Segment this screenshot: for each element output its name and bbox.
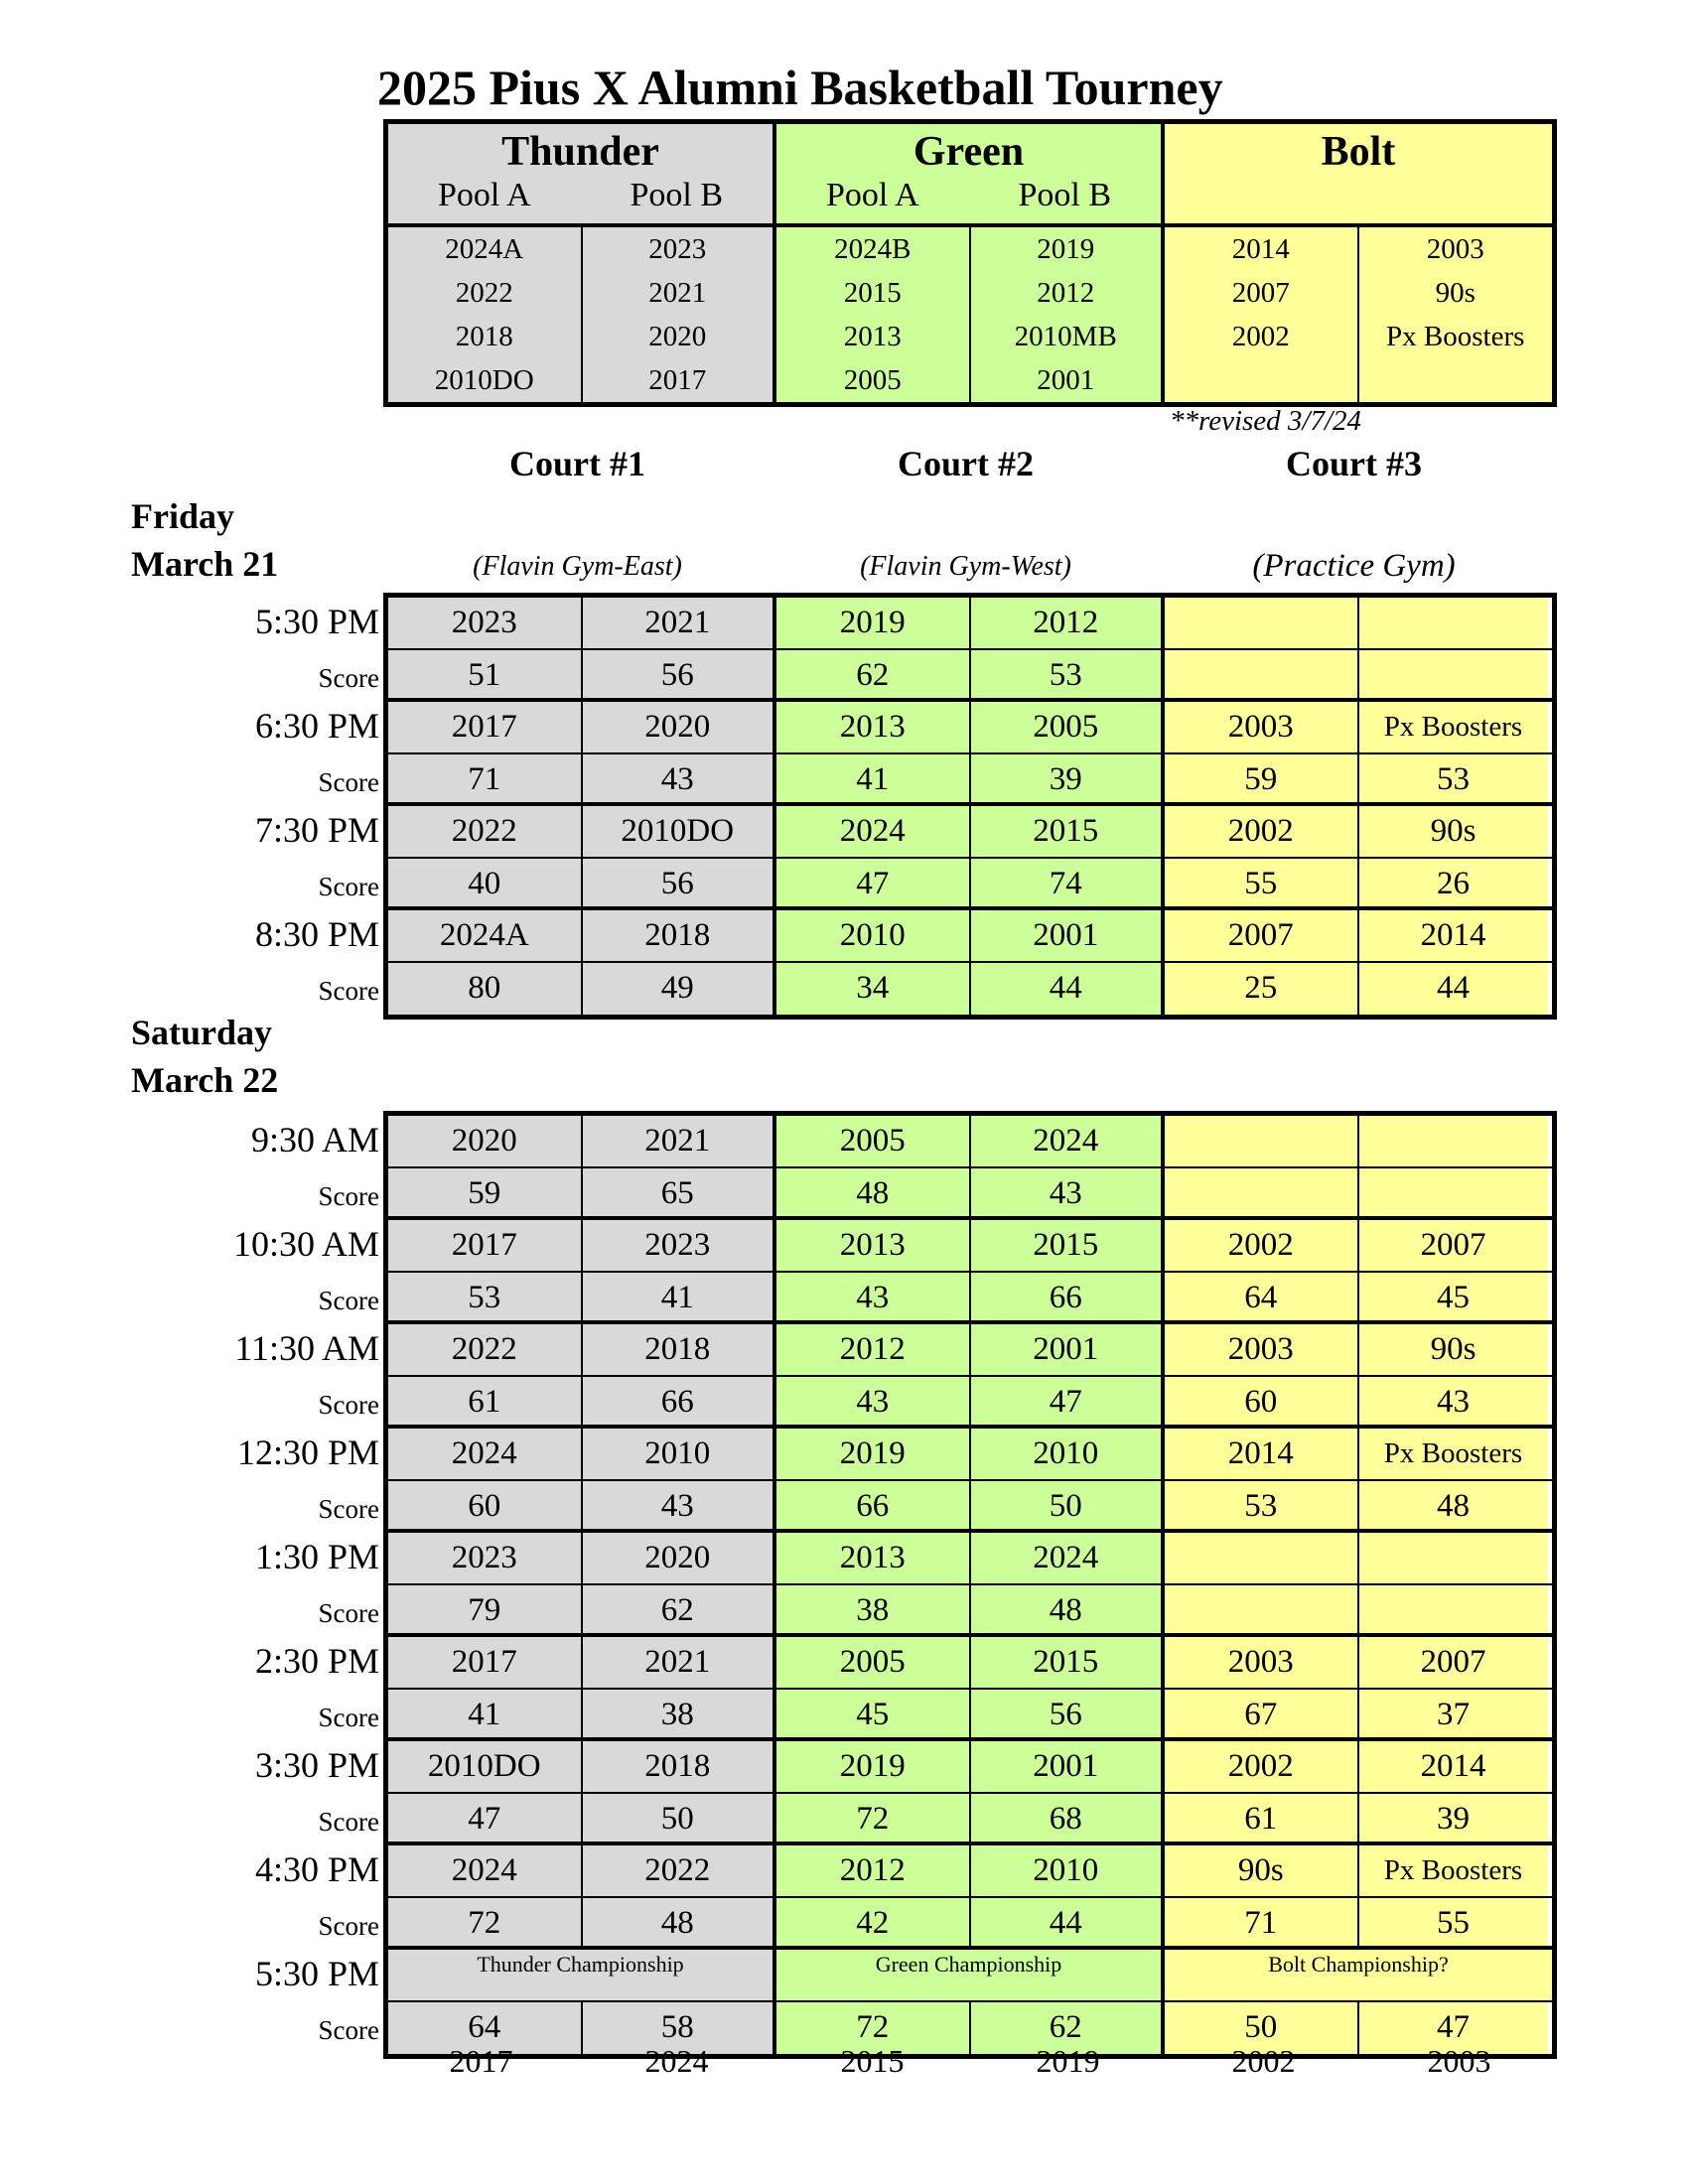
team-cell: 2018 xyxy=(583,1324,777,1375)
score-cell: 71 xyxy=(388,754,583,803)
team-cell: 2001 xyxy=(971,910,1166,961)
team-cell: 2021 xyxy=(583,1116,777,1166)
pool-team: 2005 xyxy=(843,364,902,396)
team-cell: Px Boosters xyxy=(1359,702,1548,752)
team-cell: 2013 xyxy=(776,1220,971,1271)
pool-team: 2015 xyxy=(843,277,902,309)
court-3-venue: (Practice Gym) xyxy=(1252,548,1456,584)
pool-team: 2001 xyxy=(1037,364,1095,396)
time-label: 5:30 PM xyxy=(254,1954,379,1993)
score-label: Score xyxy=(318,662,379,693)
score-cell: 53 xyxy=(1359,754,1548,803)
time-label: 8:30 PM xyxy=(254,914,379,954)
score-label: Score xyxy=(318,1806,379,1837)
score-row xyxy=(388,650,1552,703)
team-cell: 2019 xyxy=(776,1429,971,1479)
score-label: Score xyxy=(318,1285,379,1315)
team-cell: 2007 xyxy=(1359,1637,1548,1688)
score-label: Score xyxy=(318,871,379,901)
score-label: Score xyxy=(318,1702,379,1732)
score-cell: 61 xyxy=(1165,1794,1359,1843)
team-cell: 2014 xyxy=(1359,910,1548,961)
score-row xyxy=(388,963,1552,1016)
score-cell: 43 xyxy=(583,754,777,803)
team-cell: 2018 xyxy=(583,910,777,961)
championship-team: 2015 xyxy=(840,2043,905,2079)
team-cell: 2005 xyxy=(776,1116,971,1166)
score-row xyxy=(388,1585,1552,1638)
pool-team: 2002 xyxy=(1231,321,1290,352)
score-cell: 50 xyxy=(1165,2002,1359,2055)
team-cell: 2020 xyxy=(388,1116,583,1166)
game-row xyxy=(388,598,1552,650)
team-cell xyxy=(1359,1533,1548,1583)
court-2-heading: Court #2 xyxy=(898,444,1034,483)
team-cell: 90s xyxy=(1165,1845,1359,1896)
championship-team: 2017 xyxy=(449,2043,513,2079)
team-cell: 2024A xyxy=(388,910,583,961)
score-cell: 42 xyxy=(776,1898,971,1947)
score-cell: 56 xyxy=(583,650,777,699)
score-cell: 55 xyxy=(1359,1898,1548,1947)
score-cell: 26 xyxy=(1359,859,1548,907)
score-cell: 67 xyxy=(1165,1690,1359,1738)
team-cell: 2021 xyxy=(583,1637,777,1688)
score-cell: 43 xyxy=(776,1273,971,1321)
score-label: Score xyxy=(318,766,379,797)
pool-team: 2024B xyxy=(834,233,912,265)
score-cell: 40 xyxy=(388,859,583,907)
score-cell: 59 xyxy=(1165,754,1359,803)
score-row xyxy=(388,754,1552,807)
game-row xyxy=(388,806,1552,859)
score-cell: 48 xyxy=(776,1168,971,1217)
page-title: 2025 Pius X Alumni Basketball Tourney xyxy=(377,60,1223,115)
saturday-label xyxy=(131,1009,278,1104)
pool-team: 2014 xyxy=(1231,233,1290,265)
team-cell: Px Boosters xyxy=(1359,1845,1548,1896)
pool-team: 2021 xyxy=(648,277,707,309)
score-cell: 55 xyxy=(1165,859,1359,907)
score-cell: 43 xyxy=(1359,1377,1548,1426)
team-cell xyxy=(1359,1116,1548,1166)
score-label: Score xyxy=(318,1389,379,1420)
score-cell xyxy=(1359,650,1548,699)
saturday-time-labels xyxy=(0,1114,381,2052)
score-cell: 59 xyxy=(388,1168,583,1217)
team-cell: 2014 xyxy=(1359,1741,1548,1792)
score-cell: 66 xyxy=(583,1377,777,1426)
team-cell: 2021 xyxy=(583,598,777,648)
team-cell: 2015 xyxy=(971,1637,1166,1688)
game-row xyxy=(388,1741,1552,1794)
pool-team-column xyxy=(971,227,1166,402)
score-cell: 41 xyxy=(583,1273,777,1321)
score-cell: 61 xyxy=(388,1377,583,1426)
pool-team: 2017 xyxy=(648,364,707,396)
score-cell: 66 xyxy=(776,1481,971,1530)
score-cell xyxy=(1165,1585,1359,1634)
score-cell: 68 xyxy=(971,1794,1166,1843)
score-cell: 58 xyxy=(583,2002,777,2055)
pool-team: 2020 xyxy=(648,321,707,352)
pool-group-bolt xyxy=(1165,124,1552,223)
team-cell xyxy=(1359,598,1548,648)
score-cell: 60 xyxy=(1165,1377,1359,1426)
team-cell: 2003 xyxy=(1165,1324,1359,1375)
team-cell: 2010DO xyxy=(583,806,777,857)
team-cell: 90s xyxy=(1359,806,1548,857)
team-cell: 2001 xyxy=(971,1324,1166,1375)
score-cell: 65 xyxy=(583,1168,777,1217)
score-cell: 56 xyxy=(971,1690,1166,1738)
score-cell xyxy=(1359,1585,1548,1634)
score-cell: 44 xyxy=(971,1898,1166,1947)
score-cell xyxy=(1165,1168,1359,1217)
pool-label: Pool A xyxy=(825,177,919,213)
championship-team: 2024 xyxy=(644,2043,709,2079)
pool-team: 2010DO xyxy=(434,364,534,396)
championship-team: 2002 xyxy=(1231,2043,1296,2079)
score-label: Score xyxy=(318,975,379,1006)
score-cell: 41 xyxy=(776,754,971,803)
score-label: Score xyxy=(318,1910,379,1941)
team-cell: 2020 xyxy=(583,1533,777,1583)
pool-team: Px Boosters xyxy=(1386,321,1525,352)
score-row xyxy=(388,1481,1552,1534)
score-row xyxy=(388,1273,1552,1325)
score-cell: 39 xyxy=(1359,1794,1548,1843)
pool-team: 2024A xyxy=(445,233,524,265)
team-cell: 2014 xyxy=(1165,1429,1359,1479)
pool-group-thunder xyxy=(388,124,776,223)
friday-time-labels xyxy=(0,596,381,1013)
score-cell: 72 xyxy=(388,1898,583,1947)
team-cell: 2010DO xyxy=(388,1741,583,1792)
championship-label: Bolt Championship? xyxy=(1165,1950,1552,2000)
score-cell: 53 xyxy=(1165,1481,1359,1530)
score-cell: 44 xyxy=(971,963,1166,1016)
score-cell: 43 xyxy=(583,1481,777,1530)
score-cell: 53 xyxy=(971,650,1166,699)
team-cell: 2023 xyxy=(388,598,583,648)
team-cell: 2024 xyxy=(971,1533,1166,1583)
team-cell: 2019 xyxy=(776,598,971,648)
day-name: Friday xyxy=(131,496,234,536)
score-cell: 74 xyxy=(971,859,1166,907)
score-cell: 62 xyxy=(583,1585,777,1634)
pool-team-column xyxy=(388,227,583,402)
group-name: Bolt xyxy=(1321,129,1396,175)
team-cell: 2001 xyxy=(971,1741,1166,1792)
game-row xyxy=(388,1845,1552,1898)
score-cell: 53 xyxy=(388,1273,583,1321)
score-cell: 38 xyxy=(776,1585,971,1634)
score-cell: 47 xyxy=(388,1794,583,1843)
pool-team: 2022 xyxy=(455,277,513,309)
time-label: 4:30 PM xyxy=(254,1849,379,1889)
team-cell: 2024 xyxy=(971,1116,1166,1166)
pool-table xyxy=(383,119,1557,407)
score-row xyxy=(388,1690,1552,1742)
friday-label xyxy=(131,492,278,588)
score-cell: 38 xyxy=(583,1690,777,1738)
team-cell: 2012 xyxy=(776,1845,971,1896)
championship-team: 2003 xyxy=(1427,2043,1491,2079)
friday-schedule xyxy=(383,593,1557,1020)
team-cell: 2002 xyxy=(1165,1220,1359,1271)
score-cell: 64 xyxy=(1165,1273,1359,1321)
team-cell: 2012 xyxy=(971,598,1166,648)
score-cell: 62 xyxy=(776,650,971,699)
team-cell: 2002 xyxy=(1165,806,1359,857)
score-label: Score xyxy=(318,1180,379,1211)
court-1-venue: (Flavin Gym-East) xyxy=(473,551,682,582)
pool-team: 2018 xyxy=(455,321,513,352)
game-row xyxy=(388,702,1552,754)
team-cell xyxy=(1165,1116,1359,1166)
time-label: 6:30 PM xyxy=(254,706,379,746)
score-cell: 45 xyxy=(776,1690,971,1738)
score-cell: 47 xyxy=(776,859,971,907)
score-cell: 25 xyxy=(1165,963,1359,1016)
court-3-heading: Court #3 xyxy=(1286,444,1422,483)
time-label: 1:30 PM xyxy=(254,1537,379,1576)
score-row xyxy=(388,859,1552,911)
score-row xyxy=(388,1168,1552,1221)
time-label: 9:30 AM xyxy=(250,1120,379,1160)
team-cell: 2007 xyxy=(1359,1220,1548,1271)
court-2-venue: (Flavin Gym-West) xyxy=(860,551,1071,582)
pool-group-green xyxy=(776,124,1165,223)
score-cell: 79 xyxy=(388,1585,583,1634)
team-cell: 2010 xyxy=(776,910,971,961)
team-cell: 2019 xyxy=(776,1741,971,1792)
championship-teams xyxy=(383,2043,1557,2080)
score-cell: 50 xyxy=(583,1794,777,1843)
team-cell xyxy=(1165,598,1359,648)
day-date: March 22 xyxy=(131,1060,279,1100)
day-date: March 21 xyxy=(131,544,279,584)
time-label: 12:30 PM xyxy=(236,1433,379,1472)
team-cell: 2017 xyxy=(388,1220,583,1271)
pool-team: 2019 xyxy=(1037,233,1095,265)
team-cell: 2017 xyxy=(388,1637,583,1688)
team-cell: 2013 xyxy=(776,702,971,752)
pool-team-column xyxy=(583,227,777,402)
score-cell: 43 xyxy=(776,1377,971,1426)
score-cell: 34 xyxy=(776,963,971,1016)
score-label: Score xyxy=(318,2014,379,2045)
team-cell: 2022 xyxy=(583,1845,777,1896)
team-cell: 2003 xyxy=(1165,702,1359,752)
game-row xyxy=(388,1324,1552,1377)
time-label: 10:30 AM xyxy=(232,1224,379,1264)
score-cell xyxy=(1165,650,1359,699)
team-cell: 2023 xyxy=(388,1533,583,1583)
score-cell: 44 xyxy=(1359,963,1548,1016)
game-row xyxy=(388,1116,1552,1168)
pool-team-column xyxy=(1359,227,1553,402)
score-cell: 51 xyxy=(388,650,583,699)
group-name: Green xyxy=(913,129,1025,175)
score-cell: 47 xyxy=(1359,2002,1548,2055)
score-cell: 56 xyxy=(583,859,777,907)
score-cell: 39 xyxy=(971,754,1166,803)
time-label: 7:30 PM xyxy=(254,810,379,850)
time-label: 5:30 PM xyxy=(254,602,379,641)
score-cell: 48 xyxy=(1359,1481,1548,1530)
score-cell: 49 xyxy=(583,963,777,1016)
score-cell: 43 xyxy=(971,1168,1166,1217)
time-label: 2:30 PM xyxy=(254,1641,379,1681)
score-cell: 41 xyxy=(388,1690,583,1738)
team-cell: 2010 xyxy=(583,1429,777,1479)
time-label: 11:30 AM xyxy=(234,1328,379,1368)
game-row xyxy=(388,1637,1552,1690)
score-cell: 60 xyxy=(388,1481,583,1530)
team-cell: Px Boosters xyxy=(1359,1429,1548,1479)
game-row xyxy=(388,910,1552,963)
pool-team: 2023 xyxy=(648,233,707,265)
team-cell: 2005 xyxy=(776,1637,971,1688)
championship-label: Green Championship xyxy=(776,1950,1165,2000)
team-cell: 2007 xyxy=(1165,910,1359,961)
score-cell: 80 xyxy=(388,963,583,1016)
score-cell: 62 xyxy=(971,2002,1166,2055)
team-cell: 2003 xyxy=(1165,1637,1359,1688)
score-cell: 72 xyxy=(776,2002,971,2055)
pool-label: Pool B xyxy=(630,177,724,213)
score-cell: 50 xyxy=(971,1481,1166,1530)
team-cell: 90s xyxy=(1359,1324,1548,1375)
court-1-heading: Court #1 xyxy=(509,444,645,483)
pool-label: Pool B xyxy=(1018,177,1112,213)
score-cell: 47 xyxy=(971,1377,1166,1426)
score-cell: 71 xyxy=(1165,1898,1359,1947)
time-label: 3:30 PM xyxy=(254,1745,379,1785)
game-row xyxy=(388,1533,1552,1585)
team-cell: 2024 xyxy=(388,1845,583,1896)
team-cell: 2005 xyxy=(971,702,1166,752)
team-cell: 2018 xyxy=(583,1741,777,1792)
saturday-schedule xyxy=(383,1111,1557,2059)
pool-team: 2007 xyxy=(1231,277,1290,309)
score-cell: 72 xyxy=(776,1794,971,1843)
game-row xyxy=(388,1220,1552,1273)
score-cell: 37 xyxy=(1359,1690,1548,1738)
championship-team: 2019 xyxy=(1036,2043,1100,2079)
pool-team: 90s xyxy=(1435,277,1476,309)
pool-team: 2013 xyxy=(843,321,902,352)
pool-team: 2003 xyxy=(1426,233,1484,265)
score-cell xyxy=(1359,1168,1548,1217)
team-cell: 2022 xyxy=(388,806,583,857)
score-cell: 64 xyxy=(388,2002,583,2055)
team-cell: 2013 xyxy=(776,1533,971,1583)
score-cell: 66 xyxy=(971,1273,1166,1321)
team-cell: 2002 xyxy=(1165,1741,1359,1792)
team-cell: 2017 xyxy=(388,702,583,752)
day-name: Saturday xyxy=(131,1013,273,1052)
pool-team-column xyxy=(776,227,971,402)
team-cell: 2012 xyxy=(776,1324,971,1375)
score-cell: 48 xyxy=(971,1585,1166,1634)
team-cell: 2015 xyxy=(971,1220,1166,1271)
score-row xyxy=(388,1794,1552,1846)
championship-row xyxy=(388,1950,1552,2002)
team-cell: 2024 xyxy=(776,806,971,857)
championship-label: Thunder Championship xyxy=(388,1950,776,2000)
team-cell: 2022 xyxy=(388,1324,583,1375)
group-name: Thunder xyxy=(501,129,659,175)
team-cell: 2020 xyxy=(583,702,777,752)
pool-team-column xyxy=(1165,227,1359,402)
score-label: Score xyxy=(318,1493,379,1524)
pool-team: 2012 xyxy=(1037,277,1095,309)
pool-label: Pool A xyxy=(437,177,531,213)
revised-note: **revised 3/7/24 xyxy=(1170,405,1362,437)
pool-team: 2010MB xyxy=(1014,321,1117,352)
score-cell: 48 xyxy=(583,1898,777,1947)
score-cell: 45 xyxy=(1359,1273,1548,1321)
team-cell: 2023 xyxy=(583,1220,777,1271)
team-cell: 2010 xyxy=(971,1845,1166,1896)
team-cell: 2010 xyxy=(971,1429,1166,1479)
score-row xyxy=(388,1377,1552,1430)
score-row xyxy=(388,1898,1552,1951)
team-cell: 2024 xyxy=(388,1429,583,1479)
team-cell xyxy=(1165,1533,1359,1583)
team-cell: 2015 xyxy=(971,806,1166,857)
score-label: Score xyxy=(318,1597,379,1628)
game-row xyxy=(388,1429,1552,1481)
